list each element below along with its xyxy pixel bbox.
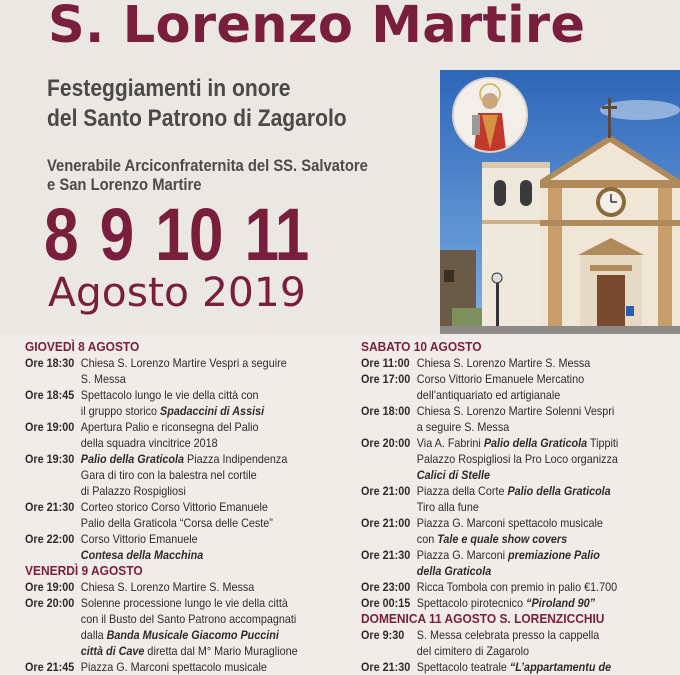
event-text: Corso Vittorio Emanuele <box>80 532 198 546</box>
event-line <box>417 595 595 611</box>
event-line <box>81 515 273 531</box>
event-text: Spettacolo lungo le vie della città con <box>80 388 259 402</box>
event-time: Ore 21:45 <box>25 660 75 674</box>
event-text: del cimitero di Zagarolo <box>416 644 530 658</box>
event-line <box>81 451 288 467</box>
event-text: Gara di tiro con la balestra nel cortile <box>80 468 257 482</box>
event-text: il gruppo storico <box>80 404 161 418</box>
event-description <box>417 371 584 403</box>
event-line <box>81 355 287 371</box>
event-time: Ore 20:00 <box>25 596 75 610</box>
event-highlight: Calici di Stelle <box>416 468 491 482</box>
event-line <box>81 627 298 643</box>
event-description <box>81 659 267 675</box>
event-description <box>81 579 254 595</box>
event-row <box>25 419 313 451</box>
event-time: Ore 18:45 <box>25 388 75 402</box>
page-title: S. Lorenzo Martire <box>48 0 586 55</box>
event-text: S. Messa celebrata presso la cappella <box>416 628 600 642</box>
event-row <box>25 355 313 387</box>
event-time: Ore 21:30 <box>361 548 411 562</box>
event-row <box>25 451 313 499</box>
event-description <box>417 627 600 659</box>
day-heading: SABATO 10 AGOSTO <box>361 339 482 354</box>
event-line <box>417 627 600 643</box>
event-row <box>361 483 631 515</box>
event-line <box>417 371 584 387</box>
event-text: Piazza G. Marconi <box>416 548 509 562</box>
event-text: Palio della Graticola “Corsa delle Ceste” <box>80 516 273 530</box>
event-text: Corso Vittorio Emanuele Mercatino <box>416 372 585 386</box>
event-row <box>361 579 631 595</box>
event-line <box>417 499 611 515</box>
event-description <box>81 355 287 387</box>
event-description <box>81 451 288 499</box>
event-line <box>81 467 288 483</box>
event-highlight: Tale e quale show covers <box>437 532 568 546</box>
event-line <box>417 387 584 403</box>
event-description <box>417 595 595 611</box>
event-row <box>25 499 313 531</box>
event-line <box>417 403 615 419</box>
event-line <box>417 419 615 435</box>
event-line <box>417 531 603 547</box>
event-time: Ore 21:30 <box>25 500 75 514</box>
event-text: Chiesa S. Lorenzo Martire S. Messa <box>416 356 591 370</box>
subtitle <box>47 74 347 134</box>
date-day: 8 <box>44 193 78 276</box>
event-row <box>25 595 313 659</box>
event-text: Corteo storico Corso Vittorio Emanuele <box>80 500 268 514</box>
event-text: Chiesa S. Lorenzo Martire Vespri a seguire <box>80 356 287 370</box>
event-text: S. Messa <box>80 372 126 386</box>
event-time: Ore 21:00 <box>361 516 411 530</box>
event-line <box>81 547 203 563</box>
event-text: Tiro alla fune <box>416 500 479 514</box>
event-row <box>361 659 631 675</box>
event-time: Ore 21:30 <box>361 660 411 674</box>
event-line <box>417 659 611 675</box>
event-highlight: Banda Musicale Giacomo Puccini <box>106 628 279 642</box>
subtitle-line-1: Festeggiamenti in onore <box>47 75 291 102</box>
event-text: diretta dal M° Mario Muraglione <box>144 644 298 658</box>
event-text: Piazza Indipendenza <box>184 452 288 466</box>
event-highlight: Palio della Graticola <box>483 436 588 450</box>
event-highlight: Palio della Graticola <box>507 484 611 498</box>
event-time: Ore 19:00 <box>25 420 75 434</box>
event-description <box>81 531 203 563</box>
event-time: Ore 21:00 <box>361 484 411 498</box>
event-text: Apertura Palio e riconsegna del Palio <box>80 420 259 434</box>
event-highlight: premiazione Palio <box>508 548 600 562</box>
event-time: Ore 18:00 <box>361 404 411 418</box>
schedule-column-left <box>25 339 345 675</box>
event-row <box>361 595 631 611</box>
event-line <box>417 643 600 659</box>
event-text: Via A. Fabrini <box>416 436 484 450</box>
event-line <box>81 499 273 515</box>
event-line <box>417 467 619 483</box>
event-line <box>417 451 619 467</box>
event-highlight: Contesa della Macchina <box>80 548 204 562</box>
event-description <box>81 595 298 659</box>
event-highlight: Palio della Graticola <box>80 452 185 466</box>
saint-medallion <box>452 77 528 153</box>
event-line <box>417 563 600 579</box>
day-heading: DOMENICA 11 AGOSTO S. LORENZICCHIU <box>361 611 605 626</box>
event-text: Spettacolo pirotecnico <box>416 596 527 610</box>
event-text: Piazza G. Marconi spettacolo musicale <box>80 660 267 674</box>
poster-header <box>0 0 680 334</box>
event-time: Ore 19:30 <box>25 452 75 466</box>
event-row <box>361 515 631 547</box>
event-time: Ore 18:30 <box>25 356 75 370</box>
event-line <box>81 531 203 547</box>
event-row <box>361 355 631 371</box>
event-description <box>417 579 617 595</box>
event-highlight: “L’appartamentu de <box>509 660 612 674</box>
event-highlight: Spadaccini di Assisi <box>160 404 265 418</box>
event-text: a seguire S. Messa <box>416 420 510 434</box>
event-line <box>417 355 590 371</box>
event-text: con <box>416 532 438 546</box>
event-text: di Palazzo Rospigliosi <box>80 484 186 498</box>
event-text: dell’antiquariato ed artigianale <box>416 388 561 402</box>
event-text: Solenne processione lungo le vie della città <box>80 596 288 610</box>
event-time: Ore 23:00 <box>361 580 411 594</box>
event-text: Tippiti <box>587 436 619 450</box>
confraternity-line-1: Venerabile Arciconfraternita del SS. Salvatore <box>47 156 368 175</box>
event-description <box>81 499 273 531</box>
event-description <box>81 419 259 451</box>
festival-dates <box>44 195 330 275</box>
event-time: Ore 9:30 <box>361 628 405 642</box>
event-description <box>417 355 590 371</box>
event-highlight: città di Cave <box>80 644 145 658</box>
event-description <box>417 435 619 483</box>
event-row <box>361 547 631 579</box>
event-row <box>25 579 313 595</box>
event-row <box>361 627 631 659</box>
schedule-column-right <box>361 339 661 675</box>
event-text: Piazza G. Marconi spettacolo musicale <box>416 516 603 530</box>
confraternity-name <box>47 156 368 194</box>
event-line <box>81 371 287 387</box>
event-highlight: della Graticola <box>416 564 492 578</box>
event-row <box>25 531 313 563</box>
event-description <box>417 483 611 515</box>
program-schedule <box>0 334 680 675</box>
event-description <box>417 659 611 675</box>
event-line <box>81 643 298 659</box>
event-line <box>81 403 264 419</box>
event-row <box>25 387 313 419</box>
confraternity-line-2: e San Lorenzo Martire <box>47 175 202 194</box>
event-line <box>417 435 619 451</box>
event-text: Palazzo Rospigliosi la Pro Loco organizza <box>416 452 618 466</box>
event-row <box>361 403 631 435</box>
event-text: Chiesa S. Lorenzo Martire S. Messa <box>80 580 255 594</box>
subtitle-line-2: del Santo Patrono di Zagarolo <box>47 105 347 132</box>
event-row <box>25 659 313 675</box>
event-time: Ore 20:00 <box>361 436 411 450</box>
event-description <box>417 515 603 547</box>
event-text: Spettacolo teatrale <box>416 660 510 674</box>
date-day: 9 <box>99 193 134 276</box>
event-line <box>81 595 298 611</box>
event-text: con il Busto del Santo Patrono accompagnati <box>80 612 297 626</box>
event-description <box>417 403 615 435</box>
event-time: Ore 11:00 <box>361 356 410 370</box>
event-line <box>81 659 267 675</box>
event-line <box>81 611 298 627</box>
event-text: della squadra vincitrice 2018 <box>80 436 218 450</box>
event-row <box>361 435 631 483</box>
event-line <box>81 419 259 435</box>
day-heading: GIOVEDÌ 8 AGOSTO <box>25 339 140 354</box>
event-text: Piazza della Corte <box>416 484 508 498</box>
event-line <box>81 387 264 403</box>
event-text: Ricca Tombola con premio in palio €1.700 <box>416 580 618 594</box>
date-day: 11 <box>244 193 309 276</box>
event-line <box>417 579 617 595</box>
event-text: dalla <box>80 628 107 642</box>
event-time: Ore 19:00 <box>25 580 75 594</box>
event-line <box>81 483 288 499</box>
event-line <box>417 547 600 563</box>
event-line <box>81 579 254 595</box>
event-line <box>417 483 611 499</box>
event-time: Ore 00:15 <box>361 596 411 610</box>
festival-month: Agosto 2019 <box>48 270 306 316</box>
saint-lorenzo-icon <box>454 79 526 151</box>
date-day: 10 <box>155 193 223 276</box>
event-line <box>81 435 259 451</box>
event-highlight: “Piroland 90” <box>526 596 596 610</box>
day-heading: VENERDÌ 9 AGOSTO <box>25 563 143 578</box>
event-time: Ore 17:00 <box>361 372 411 386</box>
event-text: Chiesa S. Lorenzo Martire Solenni Vespri <box>416 404 615 418</box>
event-line <box>417 515 603 531</box>
event-row <box>361 371 631 403</box>
event-description <box>417 547 600 579</box>
event-time: Ore 22:00 <box>25 532 75 546</box>
event-description <box>81 387 264 419</box>
